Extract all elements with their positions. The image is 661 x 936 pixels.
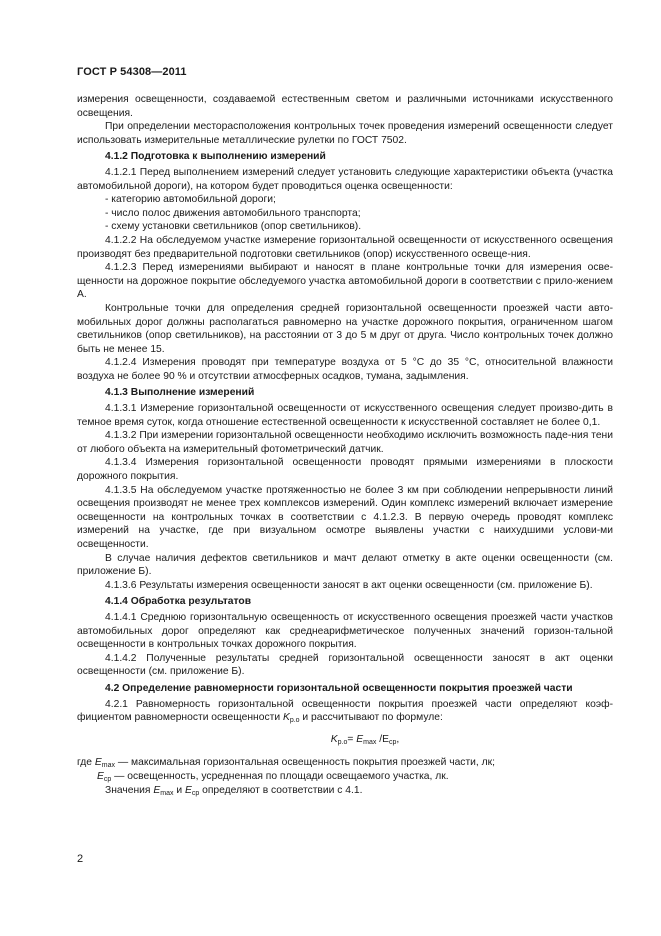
- def-symbol-sub: ср: [191, 789, 200, 797]
- def-symbol-sub: max: [101, 762, 115, 770]
- paragraph: 4.1.4.1 Среднюю горизонтальную освещенность от искусственного освещения проезжей части участков автомобильных дорог определяют как среднеарифметическое полученных значений горизон-тальной освещенности в контрольных точках дорожного покрытия.: [77, 611, 613, 651]
- paragraph: При определении месторасположения контрольных точек проведения измерений освещенности следует использовать измерительные металлические рулетки по ГОСТ 7502.: [77, 121, 613, 146]
- paragraph: 4.1.3.4 Измерения горизонтальной освещенности проводят прямыми измерениями в плоскости дорожного покрытия.: [77, 457, 613, 483]
- document-body: [77, 93, 613, 797]
- def-symbol: E: [153, 784, 161, 796]
- formula-slash: /E: [376, 733, 389, 745]
- coef-symbol: K: [282, 712, 290, 724]
- section-heading: 4.1.4 Обработка результатов: [105, 596, 252, 608]
- paragraph: 4.1.3.5 На обследуемом участке протяженностью не более 3 км при соблюдении непрерывности линий освещения производят не менее трех комплексов измерений. Один комплекс измерений включает измерение освещенности на контрольных точках в соответствии с 4.1.2.3. В первую очередь проводят комплекс измерений на участке, где при визуальном осмотре выявлены участки с наихудшими услови-ми освещенности.: [77, 484, 613, 550]
- paragraph: 4.1.2.3 Перед измерениями выбирают и наносят в плане контрольные точки для измерения осве-щенности на дорожное покрытие обследуемого участка автомобильной дороги в соответствии с прило-жением А.: [77, 262, 613, 301]
- definition: [77, 756, 613, 770]
- def-symbol: E: [97, 770, 104, 782]
- def-symbol-sub: ср: [103, 775, 112, 783]
- definition-text: — освещенность, усредненная по площади освещаемого участка, лк.: [111, 770, 449, 782]
- page-number: 2: [77, 853, 84, 865]
- document-header: ГОСТ Р 54308—2011: [77, 66, 187, 78]
- paragraph: 4.1.2.2 На обследуемом участке измерение горизонтальной освещенности от искусственного освещения производят без предварительной подготовки светильников (опор) искусственного освеще-ния.: [77, 234, 613, 260]
- formula-end: ,: [396, 733, 400, 745]
- list-item: - число полос движения автомобильного транспорта;: [105, 207, 361, 219]
- paragraph: 4.1.2.1 Перед выполнением измерений следует установить следующие характеристики объекта (участка автомобильной дороги), на котором будет проводиться оценка освещенности:: [77, 166, 613, 192]
- paragraph: [77, 698, 613, 725]
- paragraph-text: и: [173, 784, 185, 796]
- paragraph: 4.1.3.6 Результаты измерения освещенности заносят в акт оценки освещенности (см. приложение Б).: [105, 579, 593, 591]
- paragraph: 4.1.3.1 Измерение горизонтальной освещенности от искусственного освещения следует произво-дить в темное время суток, когда отношение естественной освещенности к искусственной составляет не более 0,1.: [77, 403, 613, 428]
- paragraph-text: Значения: [105, 784, 154, 796]
- list-item: - схему установки светильников (опор светильников).: [105, 221, 362, 233]
- paragraph: измерения освещенности, создаваемой естественным светом и различными источниками искусственного освещения.: [77, 94, 613, 119]
- formula: [77, 733, 613, 747]
- def-symbol: E: [184, 784, 192, 796]
- paragraph: Контрольные точки для определения средней горизонтальной освещенности проезжей части авто-мобильных дорог должны располагаться равномерно на участке дорожного покрытия, ограниченном шагом светильников (опор светильников), на расстоянии от 3 до 5 м друг от друга. Число контрольных точек должно быть не менее 15.: [77, 302, 613, 355]
- definition-text: — максимальная горизонтальная освещенность покрытия проезжей части, лк;: [115, 757, 496, 769]
- definition-where: где: [77, 757, 95, 769]
- formula-emax: E: [356, 733, 364, 745]
- coef-subscript: р.о: [289, 717, 300, 725]
- list-item: - категорию автомобильной дороги;: [105, 194, 276, 206]
- paragraph: [77, 784, 613, 798]
- section-heading: 4.1.2 Подготовка к выполнению измерений: [105, 151, 326, 163]
- formula-emax-sub: max: [363, 738, 377, 746]
- paragraph-text: определяют в соответствии с 4.1.: [199, 784, 363, 796]
- definition: [77, 770, 613, 784]
- paragraph-text: 4.2.1 Равномерность горизонтальной освещенности покрытия проезжей части определяют коэф-фициентом равномерности освещенности: [77, 698, 613, 724]
- section-heading: 4.2 Определение равномерности горизонтальной освещенности покрытия проезжей части: [105, 682, 573, 694]
- paragraph: 4.1.4.2 Полученные результаты средней горизонтальной освещенности заносят в акт оценки освещенности (см. приложение Б).: [77, 652, 613, 678]
- formula-eq: =: [347, 733, 357, 745]
- formula-ecp-sub: ср: [388, 738, 397, 746]
- paragraph: В случае наличия дефектов светильников и мачт делают отметку в акте оценки освещенности (см. приложение Б).: [77, 552, 613, 578]
- section-heading: 4.1.3 Выполнение измерений: [105, 387, 255, 399]
- paragraph-text: и рассчитывают по формуле:: [299, 712, 443, 724]
- def-symbol-sub: max: [160, 789, 174, 797]
- def-symbol: E: [94, 757, 102, 769]
- paragraph: 4.1.3.2 При измерении горизонтальной освещенности необходимо исключить возможность паде-ния тени от любого объекта на измерительный фотометрический датчик.: [77, 430, 613, 455]
- formula-k-sub: р.о: [337, 738, 348, 746]
- formula-k: K: [330, 733, 338, 745]
- paragraph: 4.1.2.4 Измерения проводят при температуре воздуха от 5 °С до 35 °С, относительной влажности воздуха не более 90 % и отсутствии атмосферных осадков, тумана, задымления.: [77, 357, 613, 382]
